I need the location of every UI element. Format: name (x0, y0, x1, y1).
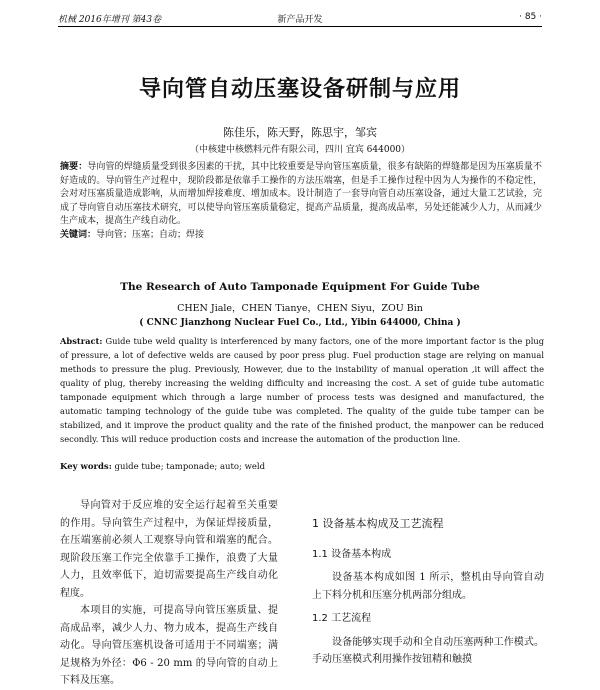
page-header (58, 12, 542, 27)
keywords-cn: 导向管；压塞；自动；焊接 (96, 229, 205, 240)
abstract-en-text: Guide tube weld quality is interferenced by many factors, one of the more important factor is the plug of pressure, a lot of defective welds are caused by poor press plug. Fuel production stage are relying on manual methods to pressure the plug. Previously, However, due to the instability of manual operation ,it will affect the quality of plug, thereby increasing the welding difficulty and increasing the cost. A set of guide tube automatic tamponade equipment which through a large number of process tests was designed and manufactured, the automatic tamping technology of the guide tube was completed. The quality of the guide tube tamper can be stabilized, and it improve the product quality and the rate of the finished product, the manpower can be reduced secondly. This will reduce production costs and increase the automation of the production line. (60, 336, 545, 444)
body-paragraph: 本项目的实施，可提高导向管压塞质量、提高成品率，减少人力、物力成本，提高生产线自动化。导向管压塞机设备可适用于不同端塞；满足规格为外径：Φ6 - 20 mm 的导向管的自动上下料及压塞。 (60, 605, 278, 686)
english-authors: CHEN Jiale，CHEN Tianye，CHEN Siyu，ZOU Bin (177, 303, 423, 314)
abstract-cn-label: 摘要： (60, 162, 88, 172)
section-heading-1-2: 1.2 工艺流程 (312, 613, 372, 624)
section-heading-1: 1 设备基本构成及工艺流程 (312, 517, 444, 530)
body-left-column (60, 497, 278, 690)
body-paragraph: 设备基本构成如图 1 所示，整机由导向管自动上下料分机和压塞分机两部分组成。 (312, 572, 544, 601)
english-title: The Research of Auto Tamponade Equipment For Guide Tube (120, 281, 480, 293)
journal-name: 机械 2016年增刊 第43卷 (58, 15, 162, 25)
abstract-en-label: Abstract: (60, 336, 103, 346)
paper-title: 导向管自动压塞设备研制与应用 (138, 77, 461, 102)
abstract-en (60, 334, 544, 446)
keywords-en-text: guide tube; tamponade; auto; weld (114, 462, 266, 472)
keywords-cn-label: 关键词： (60, 229, 97, 240)
keywords-en (60, 462, 544, 472)
page-number: · 85 · (519, 12, 542, 22)
abstract-cn-text: 导向管的焊缝质量受到很多因素的干扰，其中比较重要是导向管压塞质量，很多有缺陷的焊缝都是因为压塞质量不好造成的。导向管生产过程中，现阶段都是依靠手工操作的方法压端塞，但是手工操作过程中因为人为操作的不稳定性，会对对压塞质量造成影响，从而增加焊接难度、增加成本。设计制造了一套导向管自动压塞设备，通过大量工艺试验，完成了导向管自动压塞技术研究，可以使导向管压塞质量稳定，提高产品质量，提高成品率，另处还能减少人力，从而减少生产成本，提高生产线自动化。 (60, 162, 542, 226)
body-right-column (312, 515, 544, 675)
abstract-cn (60, 161, 542, 242)
authors: 陈佳乐，陈天野，陈思宇，邹宾 (223, 126, 377, 139)
body-paragraph: 导向管对于反应堆的安全运行起着至关重要的作用。导向管生产过程中，为保证焊接质量，在压端塞前必须人工观察导向管和端塞的配合。现阶段压塞工作完全依靠手工操作，浪费了大量人力，且效率低下，迫切需要提高生产线自动化程度。 (60, 500, 278, 599)
keywords-en-label: Key words: (60, 462, 112, 472)
body-paragraph: 设备能够实现手动和全自动压塞两种工作模式。手动压塞模式利用操作按钮精和触摸 (312, 636, 544, 665)
section-heading-1-1: 1.1 设备基本构成 (312, 548, 392, 560)
affiliation: （中核建中核燃料元件有限公司，四川 宜宾 644000） (189, 145, 411, 155)
english-affiliation: ( CNNC Jianzhong Nuclear Fuel Co., Ltd., Yibin 644000, China ) (139, 318, 461, 328)
section-name: 新产品开发 (277, 15, 323, 25)
